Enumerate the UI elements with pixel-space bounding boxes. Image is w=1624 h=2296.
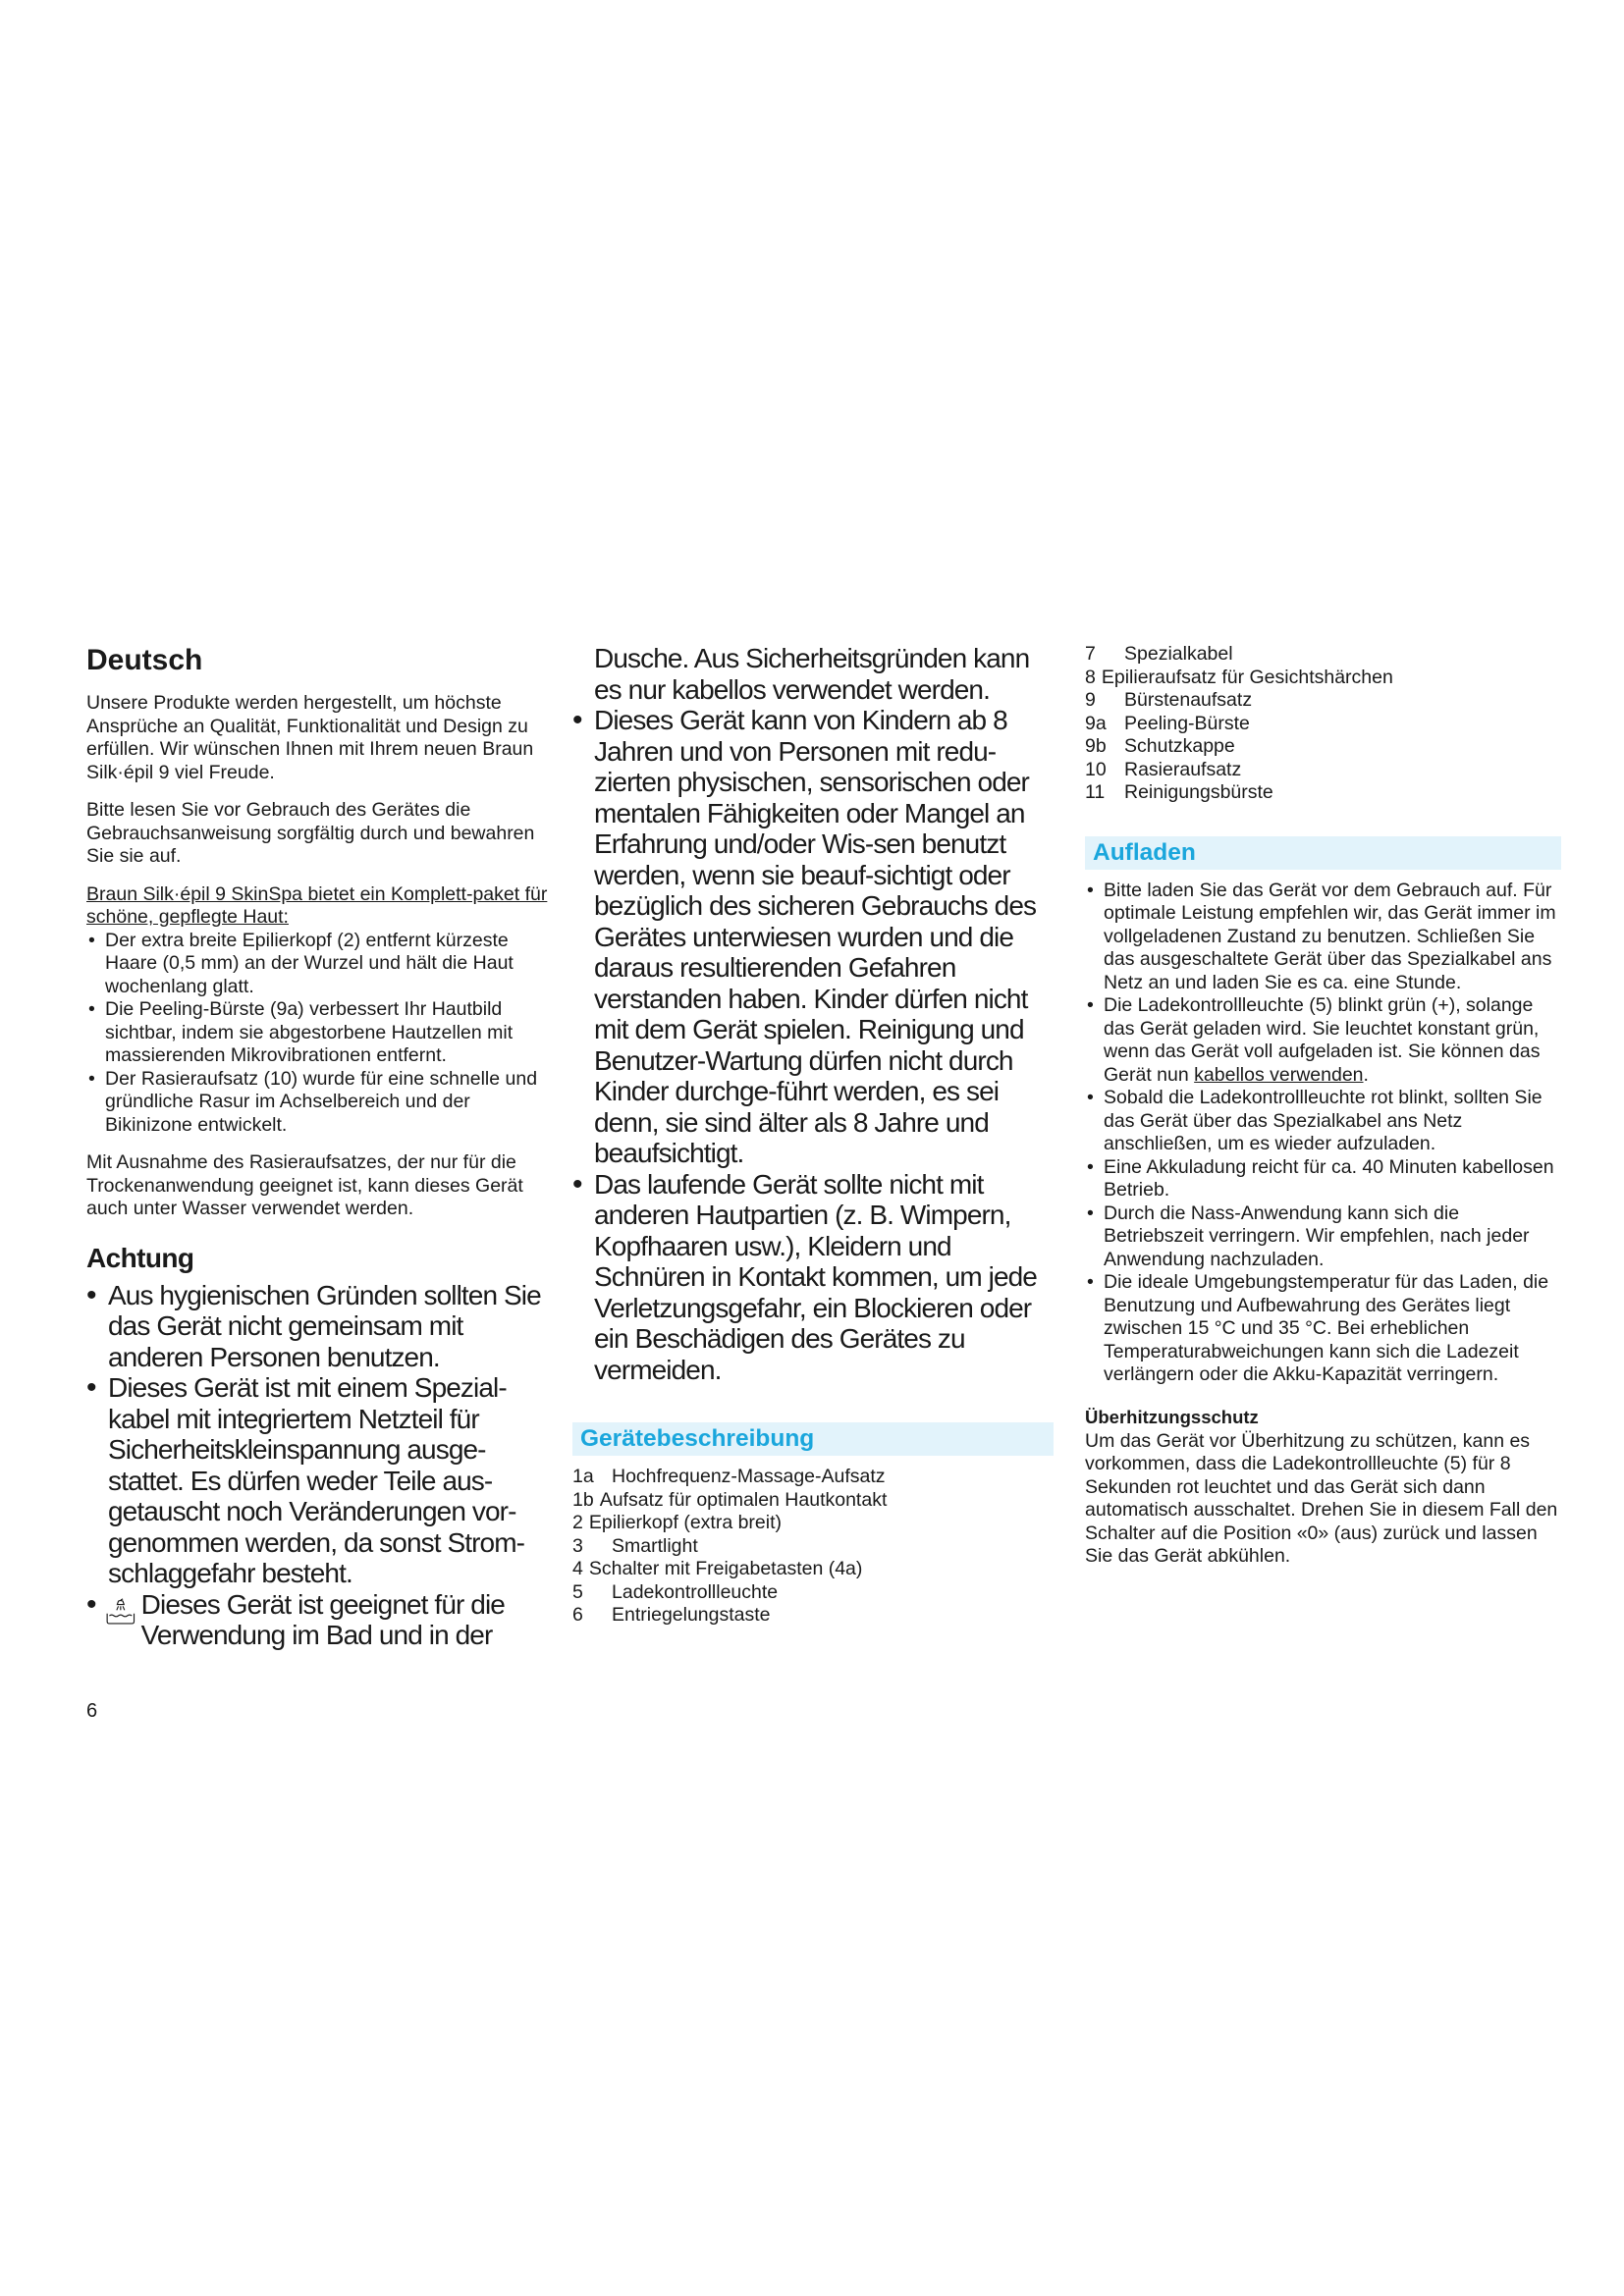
intro-block bbox=[86, 692, 553, 1221]
charging-item: • Die ideale Umgebungstemperatur für das Laden, die Benutzung und Aufbewahrung des Gerätes liegt zwischen 15 °C und 35 °C. Bei erheblichen Temperaturabweichungen kann sich die Ladezeit verlängern oder die Akku-Kapazität verringern. bbox=[1085, 1271, 1561, 1387]
charging-heading: Aufladen bbox=[1085, 836, 1561, 870]
warning-block bbox=[86, 1243, 553, 1651]
page-number: 6 bbox=[86, 1700, 98, 1722]
overheat-heading: Überhitzungsschutz bbox=[1085, 1406, 1259, 1427]
description-section bbox=[572, 1422, 1054, 1628]
warning-item: • Das laufende Gerät sollte nicht mit anderen Hautpartien (z. B. Wimpern, Kopfhaaren usw.), Kleidern und Schnüren in Kontakt kommen, um jede Verletzungsgefahr, ein Blockieren oder ein Beschädigen des Gerätes zu vermeiden. bbox=[572, 1169, 1054, 1386]
charging-item: • Durch die Nass-Anwendung kann sich die Betriebszeit verringern. Wir empfehlen, nach jeder Anwendung nachzuladen. bbox=[1085, 1202, 1561, 1272]
column-1 bbox=[86, 643, 553, 1651]
kit-heading: Braun Silk·épil 9 SkinSpa bietet ein Komplett-paket für schöne, gepflegte Haut: bbox=[86, 882, 548, 928]
charging-item: • Bitte laden Sie das Gerät vor dem Gebrauch auf. Für optimale Leistung empfehlen wir, das Gerät immer im vollgeladenen Zustand zu benutzen. Schließen Sie das ausgeschaltete Gerät über das Spezialkabel ans Netz an und laden Sie es ca. eine Stunde. bbox=[1085, 880, 1561, 995]
warning-heading: Achtung bbox=[86, 1242, 194, 1273]
part-item: 4 Schalter mit Freigabetasten (4a) bbox=[572, 1558, 863, 1579]
part-item: 1b Aufsatz für optimalen Hautkontakt bbox=[572, 1488, 888, 1511]
parts-list-continued bbox=[1085, 643, 1561, 805]
overheat-text: Um das Gerät vor Überhitzung zu schützen, kann es vorkommen, dass die Ladekontrollleuchte (5) für 8 Sekunden rot leuchtet und das Gerät sich dann automatisch ausschaltet. Drehen Sie in diesem Fall den Schalter auf die Position «0» (aus) zurück und lassen Sie das Gerät abkühlen. bbox=[1085, 1429, 1558, 1567]
warning-item: • Dieses Gerät kann von Kindern ab 8 Jahren und von Personen mit redu-zierten physischen, sensorischen oder mentalen Fähigkeiten oder Mangel an Erfahrung und/oder Wis-sen benutzt werden, wenn sie beauf-sichtigt oder bezüglich des sicheren Gebrauchs des Gerätes unterwiesen wurden und die daraus resultierenden Gefahren verstanden haben. Kinder dürfen nicht mit dem Gerät spielen. Reinigung und Benutzer-Wartung dürfen nicht durch Kinder durchge-führt werden, es sei denn, sie sind älter als 8 Jahre und beaufsichtigt. bbox=[572, 705, 1054, 1169]
intro-paragraph-1: Unsere Produkte werden hergestellt, um höchste Ansprüche an Qualität, Funktionalität und Design zu erfüllen. Wir wünschen Ihnen mit Ihrem neuen Braun Silk·épil 9 viel Freude. bbox=[86, 692, 534, 783]
intro-paragraph-3: Mit Ausnahme des Rasieraufsatzes, der nur für die Trockenanwendung geeignet ist, kann dieses Gerät auch unter Wasser verwendet werden. bbox=[86, 1151, 523, 1219]
part-item: 9 Bürstenaufsatz bbox=[1085, 689, 1253, 711]
language-heading: Deutsch bbox=[86, 644, 203, 676]
kit-list bbox=[86, 930, 553, 1138]
charging-item: • Eine Akkuladung reicht für ca. 40 Minuten kabellosen Betrieb. bbox=[1085, 1156, 1561, 1202]
column-2 bbox=[572, 643, 1054, 1628]
column-3 bbox=[1085, 643, 1561, 1569]
warning-continued-text: Dusche. Aus Sicherheitsgründen kann es nur kabellos verwendet werden. bbox=[594, 643, 1030, 705]
warning-item-text: • Dieses Gerät ist geeignet für die Verwendung im Bad und in der bbox=[140, 1588, 505, 1650]
charging-item: • Sobald die Ladekontrollleuchte rot blinkt, sollten Sie das Gerät über das Spezialkabel ans Netz anschließen, um es wieder aufzuladen. bbox=[1085, 1087, 1561, 1156]
kit-block bbox=[86, 883, 553, 1138]
part-item: 2 Epilierkopf (extra breit) bbox=[572, 1512, 783, 1533]
cordless-link-text: kabellos verwenden bbox=[1194, 1063, 1364, 1086]
warning-item-bath bbox=[86, 1589, 553, 1651]
parts-list bbox=[572, 1466, 1054, 1628]
part-item: 11 Reinigungsbürste bbox=[1085, 781, 1273, 803]
part-item: 9b Schutzkappe bbox=[1085, 735, 1235, 757]
part-item: 1a Hochfrequenz-Massage-Aufsatz bbox=[572, 1466, 886, 1487]
shower-bath-icon bbox=[106, 1589, 135, 1634]
description-heading: Gerätebeschreibung bbox=[572, 1422, 1054, 1456]
part-item: 9a Peeling-Bürste bbox=[1085, 712, 1250, 734]
warning-list bbox=[86, 1280, 553, 1651]
intro-paragraph-2: Bitte lesen Sie vor Gebrauch des Gerätes die Gebrauchsanweisung sorgfältig durch und bewahren Sie sie auf. bbox=[86, 799, 535, 867]
part-item: 7 Spezialkabel bbox=[1085, 643, 1233, 665]
kit-item: • Der Rasieraufsatz (10) wurde für eine schnelle und gründliche Rasur im Achselbereich und der Bikinizone entwickelt. bbox=[86, 1068, 553, 1138]
part-item: 3 Smartlight bbox=[572, 1534, 698, 1557]
warning-continued-block bbox=[572, 643, 1054, 1385]
part-item: 5 Ladekontrollleuchte bbox=[572, 1580, 779, 1603]
kit-item: • Die Peeling-Bürste (9a) verbessert Ihr Hautbild sichtbar, indem sie abgestorbene Hautzellen mit massierenden Mikrovibrationen entfernt. bbox=[86, 998, 553, 1068]
charging-item: • Die Ladekontrollleuchte (5) blinkt grün (+), solange das Gerät geladen wird. Sie leuchtet konstant grün, wenn das Gerät voll aufgeladen ist. Sie können das Gerät nun kabellos verwenden. bbox=[1085, 994, 1561, 1087]
warning-item: • Dieses Gerät ist mit einem Spezial-kabel mit integriertem Netzteil für Sicherheitskleinspannung ausge-stattet. Es dürfen weder Teile aus-getauscht noch Veränderungen vor-genommen werden, da sonst Strom-schlaggefahr besteht. bbox=[86, 1372, 553, 1589]
part-item: 6 Entriegelungstaste bbox=[572, 1604, 771, 1626]
warning-list-2 bbox=[572, 705, 1054, 1385]
charging-section bbox=[1085, 836, 1561, 1569]
part-item: 8 Epilieraufsatz für Gesichtshärchen bbox=[1085, 666, 1393, 688]
kit-item: • Der extra breite Epilierkopf (2) entfernt kürzeste Haare (0,5 mm) an der Wurzel und hält die Haut wochenlang glatt. bbox=[86, 930, 553, 999]
part-item: 10 Rasieraufsatz bbox=[1085, 758, 1242, 780]
charging-list bbox=[1085, 880, 1561, 1387]
warning-item: • Aus hygienischen Gründen sollten Sie das Gerät nicht gemeinsam mit anderen Personen benutzen. bbox=[86, 1280, 553, 1373]
